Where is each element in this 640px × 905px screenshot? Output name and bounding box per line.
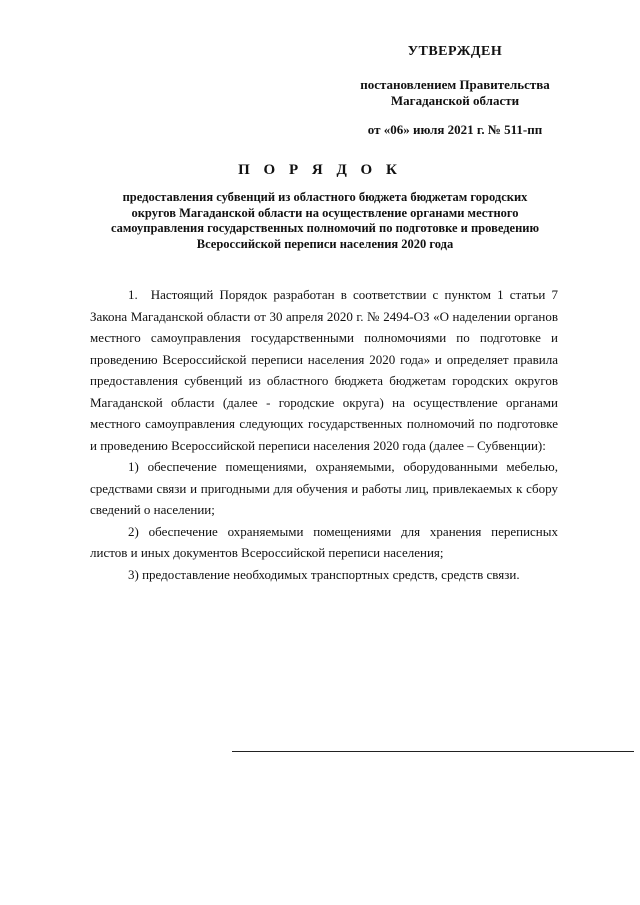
- document-subtitle: предоставления субвенций из областного бюджета бюджетам городских округов Магаданской области на осуществление органами местного самоуправления государственных полномочий по подготовке и проведению Всероссийской переписи населения 2020 года: [110, 190, 540, 251]
- approval-block: [325, 44, 585, 138]
- approval-stamp: УТВЕРЖДЕН: [407, 44, 503, 59]
- approval-authority-line-1: постановлением Правительства: [360, 77, 550, 92]
- paragraph-item-2: 2) обеспечение охраняемыми помещениями для хранения переписных листов и иных документов Всероссийской переписи населения;: [90, 523, 558, 560]
- approval-authority: [325, 77, 585, 109]
- document-body: [90, 284, 558, 585]
- separator-line: [232, 751, 634, 752]
- approval-authority-line-2: Магаданской области: [390, 93, 520, 108]
- paragraph-1: 1. Настоящий Порядок разработан в соответствии с пунктом 1 статьи 7 Закона Магаданской области от 30 апреля 2020 г. № 2494-ОЗ «О наделении органов местного самоуправления государственными полномочиями по подготовке и проведению Всероссийской переписи населения 2020 года» и определяет правила предоставления субвенций из областного бюджета бюджетам городских округов Магаданской области (далее - городские округа) на осуществление органами местного самоуправления следующих государственных полномочий по подготовке и проведению Всероссийской переписи населения 2020 года (далее – Субвенции):: [90, 287, 558, 453]
- paragraph-item-1: 1) обеспечение помещениями, охраняемыми, оборудованными мебелью, средствами связи и пригодными для обучения и работы лиц, привлекаемых к сбору сведений о населении;: [90, 459, 558, 517]
- document-title: П О Р Я Д О К: [238, 162, 402, 178]
- approval-date: от «06» июля 2021 г. № 511-пп: [367, 122, 543, 137]
- paragraph-item-3: 3) предоставление необходимых транспортных средств, средств связи.: [128, 566, 520, 582]
